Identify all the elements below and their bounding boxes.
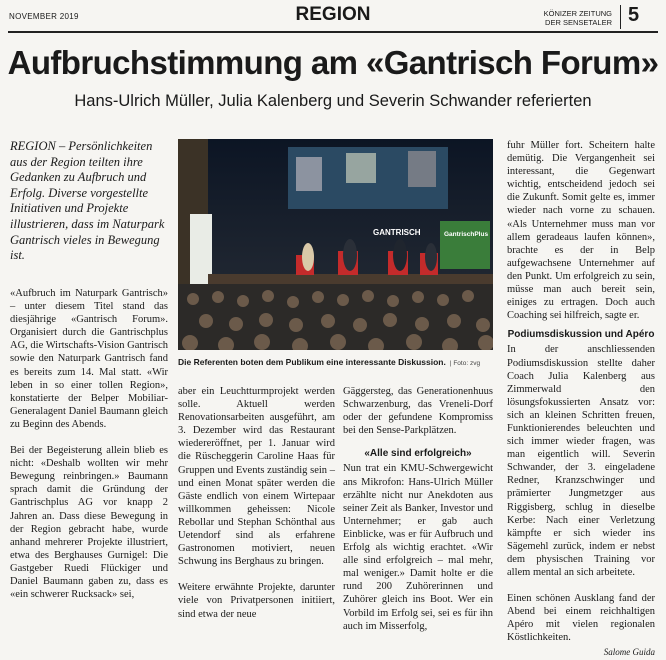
event-photo [178, 139, 493, 350]
paragraph: fuhr Müller fort. Scheitern halte demütig. Die Vergangenheit sei interessant, die Gegenwart wichtig, entscheidend jedoch sei die Zukunft. Somit gelte es, immer wieder nach vorne zu schauen. «Als Unternehmer muss man vor allem geradeaus laufen können», brachte es der in Belp aufgewachsene Unternehmer auf den Punkt. Um erfolgreich zu sein, müsse man auch bereit sein, einiges zu ertragen. Doch auch Coaching sei hilfreich, sagte er. [507, 140, 655, 322]
photo-screen-portrait-2 [346, 153, 376, 183]
section-title: REGION [295, 4, 371, 25]
photo-banner-text-2: GantrischPlus [444, 231, 489, 238]
paragraph: Bei der Begeisterung allein blieb es nicht: «Deshalb wollten wir mehr Bewegung reinbringen.» Baumann sprach damit die Gründung der Gantrischplus AG vor knapp 2 Jahren an. Dass diese Bewegung in der Region gebracht habe, wurde anhand mehrerer Projekte illustriert, etwa des Berghauses Gurnigel: Die Gastgeber Ruedi Flückiger und Daniel Baumann gaben zu, dass es «ein schwerer Rucksack» sei, [10, 445, 168, 601]
article-subtitle: Hans-Ulrich Müller, Julia Kalenberg und Severin Schwander referierten [74, 92, 592, 110]
subheading-alle-erfolgreich: «Alle sind erfolgreich» [364, 448, 472, 460]
photo-banner-left [190, 214, 212, 284]
subheading-podiumsdiskussion: Podiumsdiskussion und Apéro [507, 329, 655, 341]
paper-name-line1: KÖNIZER ZEITUNG [543, 9, 612, 18]
photo-credit: | Foto: zvg [449, 360, 481, 367]
photo-speaker [343, 239, 357, 271]
text-column-2 [178, 385, 335, 621]
photo-speaker [393, 239, 407, 271]
paragraph: Gäggersteg, das Generationenhuus Schwarzenburg, das Vreneli-Dorf oder der gefundene Kompromiss bei den Sense-Parkplätzen. [343, 386, 493, 437]
photo-speaker [425, 243, 437, 271]
photo-banner-text-1: GANTRISCH [373, 228, 421, 237]
text-column-4 [507, 139, 655, 660]
paragraph: Einen schönen Ausklang fand der Abend bei einem reichhaltigen Apéro mit vielen regionalen Köstlichkeiten. [507, 593, 655, 644]
issue-date: NOVEMBER 2019 [9, 12, 79, 21]
page-number: 5 [628, 4, 640, 26]
photo-screen-portrait-1 [296, 157, 322, 191]
paragraph: «Aufbruch im Naturpark Gantrisch» – unter diesem Titel stand das diesjährige «Gantrisch Forum». Organisiert durch die Gantrischplus AG, die Wirtschafts-Vision Gantrisch sowie den Naturpark Gantrisch fand es bereits zum 14. Mal statt. «Wir leben in so einer tollen Region», konstatierte der Belper Mobiliar-Generalagent Daniel Baumann gleich zu Beginn des Abends. [10, 288, 168, 430]
paragraph: aber ein Leuchtturmprojekt werden solle. Aktuell werden Renovationsarbeiten ausgeführt, am 3. Dezember wird das Restaurant wiedereröffnet, per 1. Januar wird die Rüscheggerin Caroline Haas für Gruppen und Events zuständig sein – und einen Monat später werden die Gäste endlich von einem Wirtepaar willkommen geheissen: Nicole Rebollar und Stephan Schönthal aus Uetendorf sind als erfahrene Gastronomen motiviert, neuen Schwung ins Berghaus zu bringen. [178, 386, 335, 568]
photo-banner-right [440, 221, 490, 269]
header-rule [8, 31, 658, 33]
photo-caption [178, 357, 493, 367]
author-byline: Salome Guida [603, 647, 655, 658]
article-intro: REGION – Persönlichkeiten aus der Region teilten ihre Gedanken zu Aufbruch und Erfolg. Diverse vorgestellte Initiativen und Projekte illustrieren, dass im Naturpark Gantrisch vieles in Bewegung ist. [10, 139, 165, 263]
paper-name-line2: DER SENSETALER [545, 18, 612, 27]
article-title: Aufbruchstimmung am «Gantrisch Forum» [7, 44, 659, 81]
paper-name [536, 9, 612, 27]
photo-caption-text: Die Referenten boten dem Publikum eine interessante Diskussion. [178, 357, 446, 367]
header-separator [620, 5, 621, 29]
paragraph: Weitere erwähnte Projekte, darunter viele von Privatpersonen initiiert, sind etwa der neue [178, 582, 335, 620]
paragraph: In der anschliessenden Podiumsdiskussion stellte daher Coach Julia Kalenberg aus Zimmerwald den lösungsfokussierten Ansatz vor: sich an kleinen Schritten freuen, Funktionierendes beleuchten und sich immer wieder fragen, was man eigentlich will. Severin Schwander, der 3. eingeladene Redner, Kranzschwinger und prämierter Jungmetzger aus Riggisberg, schlug in dieselbe Kerbe: Nach einer Verletzung kämpfte er sich wieder ins Sägemehl zurück, indem er nebst dem physischen Training vor allem mental an sich arbeitete. [507, 344, 655, 578]
text-column-1 [10, 287, 168, 601]
photo-screen-portrait-3 [408, 151, 436, 187]
photo-speaker [302, 243, 314, 271]
text-column-3 [343, 385, 493, 633]
paragraph: Nun trat ein KMU-Schwergewicht ans Mikrofon: Hans-Ulrich Müller erzählte nicht nur Anekdoten aus seiner Zeit als Banker, Investor und Unternehmer; er gab auch Einblicke, was er für Aufbruch und Erfolg als wichtig erachtet. «Wir alle sind erfolgreich – mal mehr, mal weniger.» Damit holte er die rund 200 Zuhörerinnen und Zuhörer gleich ins Boot. Wer ein Vorbild im Erfolg sei, sei es für ihn auch im Misserfolg, [343, 463, 493, 632]
